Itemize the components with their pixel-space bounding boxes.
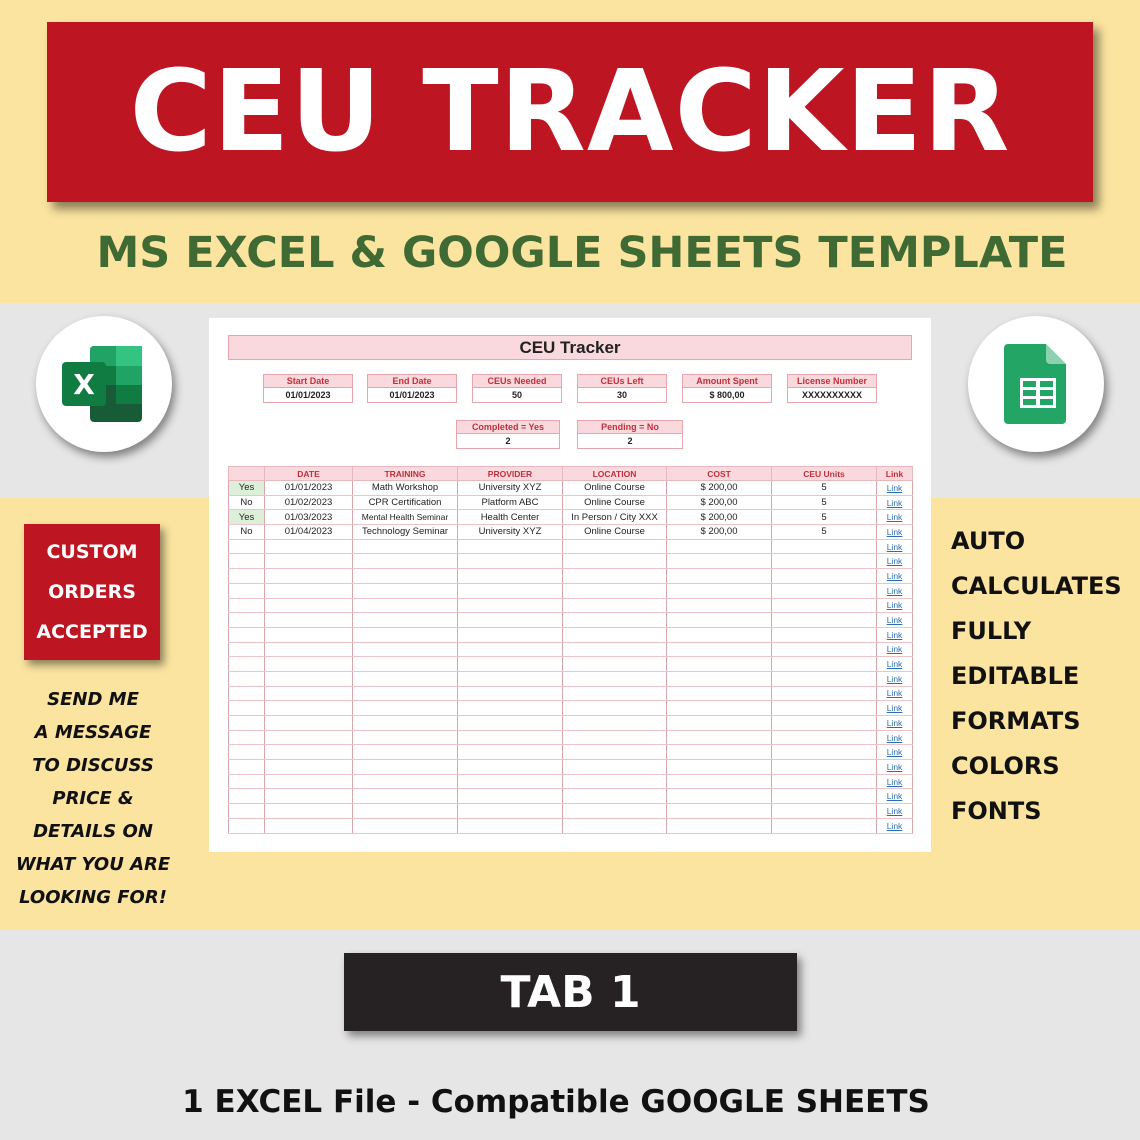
message-line: PRICE & (52, 788, 134, 809)
empty-cell (772, 539, 877, 554)
empty-cell (229, 760, 265, 775)
empty-cell (563, 760, 667, 775)
kpi-label: Pending = No (577, 420, 683, 434)
table-row (229, 569, 913, 584)
empty-cell (563, 613, 667, 628)
empty-cell (563, 730, 667, 745)
column-header: TRAINING (353, 467, 458, 481)
kpi-label: Start Date (263, 374, 353, 388)
link-cell[interactable]: Link (877, 671, 913, 686)
empty-cell (265, 686, 353, 701)
title-banner (47, 22, 1093, 202)
empty-cell (667, 745, 772, 760)
link-cell[interactable]: Link (877, 583, 913, 598)
empty-cell (772, 671, 877, 686)
empty-cell (265, 716, 353, 731)
empty-cell (265, 745, 353, 760)
location-cell: Online Course (563, 481, 667, 496)
empty-cell (353, 745, 458, 760)
table-header-row (229, 467, 913, 481)
empty-cell (229, 671, 265, 686)
empty-cell (229, 627, 265, 642)
link-cell[interactable]: Link (877, 495, 913, 510)
table-row (229, 804, 913, 819)
provider-cell: University XYZ (458, 481, 563, 496)
google-sheets-icon-circle (968, 316, 1104, 452)
table-row (229, 760, 913, 775)
training-cell: Math Workshop (353, 481, 458, 496)
empty-cell (458, 789, 563, 804)
table-row (229, 642, 913, 657)
empty-cell (229, 657, 265, 672)
excel-letter: X (73, 368, 95, 401)
status-cell: No (229, 525, 265, 540)
empty-cell (458, 818, 563, 833)
empty-cell (353, 789, 458, 804)
empty-cell (353, 716, 458, 731)
empty-cell (353, 627, 458, 642)
table-row (229, 627, 913, 642)
empty-cell (772, 627, 877, 642)
empty-cell (265, 598, 353, 613)
empty-cell (229, 701, 265, 716)
kpi-value: 30 (577, 388, 667, 403)
message-line: LOOKING FOR! (19, 887, 167, 908)
empty-cell (353, 686, 458, 701)
provider-cell: Health Center (458, 510, 563, 525)
empty-cell (772, 716, 877, 731)
link-cell[interactable]: Link (877, 598, 913, 613)
footer-text: 1 EXCEL File - Compatible GOOGLE SHEETS (182, 1084, 930, 1120)
empty-cell (667, 627, 772, 642)
kpi-pending (577, 420, 683, 449)
table-row (229, 539, 913, 554)
kpi-label: CEUs Left (577, 374, 667, 388)
table-row (229, 495, 913, 510)
kpi-label: End Date (367, 374, 457, 388)
empty-cell (667, 539, 772, 554)
empty-cell (458, 598, 563, 613)
location-cell: Online Course (563, 525, 667, 540)
empty-cell (667, 598, 772, 613)
table-row (229, 657, 913, 672)
empty-cell (667, 583, 772, 598)
empty-cell (772, 657, 877, 672)
feature-item: FONTS (951, 797, 1042, 825)
training-cell: Mental Health Seminar (353, 510, 458, 525)
kpi-value: 2 (577, 434, 683, 449)
empty-cell (772, 613, 877, 628)
sheet-title: CEU Tracker (228, 335, 912, 360)
link-cell[interactable]: Link (877, 657, 913, 672)
link-cell[interactable]: Link (877, 481, 913, 496)
empty-cell (772, 701, 877, 716)
empty-cell (229, 642, 265, 657)
custom-orders-line: ACCEPTED (36, 621, 148, 643)
table-row (229, 774, 913, 789)
empty-cell (772, 642, 877, 657)
tab-label: TAB 1 (500, 966, 641, 1018)
empty-cell (353, 657, 458, 672)
empty-cell (563, 686, 667, 701)
kpi-value: 01/01/2023 (263, 388, 353, 403)
kpi-amount-spent (682, 374, 772, 403)
date-cell: 01/04/2023 (265, 525, 353, 540)
empty-cell (229, 569, 265, 584)
empty-cell (667, 569, 772, 584)
empty-cell (563, 701, 667, 716)
empty-cell (265, 730, 353, 745)
table-row (229, 671, 913, 686)
kpi-value: 01/01/2023 (367, 388, 457, 403)
empty-cell (265, 789, 353, 804)
column-header: DATE (265, 467, 353, 481)
training-table (228, 466, 913, 834)
empty-cell (667, 554, 772, 569)
link-cell[interactable]: Link (877, 686, 913, 701)
empty-cell (353, 613, 458, 628)
empty-cell (563, 789, 667, 804)
feature-item: FORMATS (951, 707, 1081, 735)
link-cell[interactable]: Link (877, 804, 913, 819)
empty-cell (772, 730, 877, 745)
empty-cell (458, 569, 563, 584)
empty-cell (772, 789, 877, 804)
main-title: CEU TRACKER (129, 47, 1011, 177)
empty-cell (667, 642, 772, 657)
empty-cell (458, 716, 563, 731)
empty-cell (563, 818, 667, 833)
empty-cell (229, 583, 265, 598)
message-text (0, 683, 186, 914)
location-cell: Online Course (563, 495, 667, 510)
empty-cell (458, 583, 563, 598)
empty-cell (563, 583, 667, 598)
link-cell[interactable]: Link (877, 627, 913, 642)
empty-cell (772, 804, 877, 819)
column-header: CEU Units (772, 467, 877, 481)
link-cell[interactable]: Link (877, 818, 913, 833)
feature-item: COLORS (951, 752, 1060, 780)
link-cell[interactable]: Link (877, 642, 913, 657)
kpi-value: $ 800,00 (682, 388, 772, 403)
empty-cell (353, 598, 458, 613)
features-list (951, 519, 1122, 834)
table-row (229, 745, 913, 760)
empty-cell (772, 745, 877, 760)
kpi-label: Amount Spent (682, 374, 772, 388)
empty-cell (563, 774, 667, 789)
empty-cell (229, 818, 265, 833)
empty-cell (229, 613, 265, 628)
message-line: DETAILS ON (33, 821, 153, 842)
empty-cell (563, 716, 667, 731)
empty-cell (563, 627, 667, 642)
table-row (229, 481, 913, 496)
kpi-end-date (367, 374, 457, 403)
empty-cell (229, 774, 265, 789)
empty-cell (667, 774, 772, 789)
empty-cell (353, 730, 458, 745)
empty-cell (265, 774, 353, 789)
kpi-label: CEUs Needed (472, 374, 562, 388)
custom-orders-line: ORDERS (48, 581, 136, 603)
link-cell[interactable]: Link (877, 613, 913, 628)
kpi-start-date (263, 374, 353, 403)
google-sheets-icon (968, 316, 1104, 452)
empty-cell (229, 716, 265, 731)
empty-cell (265, 569, 353, 584)
feature-item: AUTO (951, 527, 1026, 555)
table-row (229, 686, 913, 701)
empty-cell (353, 671, 458, 686)
link-cell[interactable]: Link (877, 745, 913, 760)
status-cell: Yes (229, 510, 265, 525)
kpi-label: License Number (787, 374, 877, 388)
spreadsheet-preview (209, 318, 931, 852)
empty-cell (353, 569, 458, 584)
empty-cell (563, 671, 667, 686)
empty-cell (458, 760, 563, 775)
link-cell[interactable]: Link (877, 701, 913, 716)
column-header: Link (877, 467, 913, 481)
empty-cell (229, 598, 265, 613)
empty-cell (667, 818, 772, 833)
link-cell[interactable]: Link (877, 510, 913, 525)
message-line: A MESSAGE (34, 722, 152, 743)
empty-cell (458, 627, 563, 642)
kpi-license-number (787, 374, 877, 403)
empty-cell (772, 818, 877, 833)
link-cell[interactable]: Link (877, 789, 913, 804)
empty-cell (458, 539, 563, 554)
message-line: SEND ME (47, 689, 139, 710)
empty-cell (772, 686, 877, 701)
column-header: PROVIDER (458, 467, 563, 481)
empty-cell (265, 671, 353, 686)
empty-cell (265, 760, 353, 775)
link-cell[interactable]: Link (877, 569, 913, 584)
table-row (229, 730, 913, 745)
empty-cell (353, 642, 458, 657)
table-row (229, 554, 913, 569)
empty-cell (667, 730, 772, 745)
subtitle: MS EXCEL & GOOGLE SHEETS TEMPLATE (96, 228, 1068, 278)
empty-cell (229, 789, 265, 804)
empty-cell (265, 627, 353, 642)
empty-cell (265, 804, 353, 819)
empty-cell (458, 686, 563, 701)
excel-icon (36, 316, 172, 452)
table-row (229, 789, 913, 804)
custom-orders-line: CUSTOM (46, 541, 138, 563)
empty-cell (458, 745, 563, 760)
empty-cell (458, 657, 563, 672)
empty-cell (353, 774, 458, 789)
tab-label-box (344, 953, 797, 1031)
empty-cell (772, 760, 877, 775)
empty-cell (265, 554, 353, 569)
table-row (229, 583, 913, 598)
link-cell[interactable]: Link (877, 716, 913, 731)
empty-cell (667, 804, 772, 819)
empty-cell (229, 730, 265, 745)
empty-cell (458, 774, 563, 789)
empty-cell (563, 554, 667, 569)
column-header (229, 467, 265, 481)
empty-cell (772, 569, 877, 584)
empty-cell (353, 818, 458, 833)
empty-cell (265, 642, 353, 657)
kpi-ceus-left (577, 374, 667, 403)
column-header: LOCATION (563, 467, 667, 481)
empty-cell (772, 554, 877, 569)
empty-cell (667, 671, 772, 686)
ceu-units-cell: 5 (772, 481, 877, 496)
message-line: WHAT YOU ARE (15, 854, 171, 875)
link-cell[interactable]: Link (877, 774, 913, 789)
table-row (229, 701, 913, 716)
empty-cell (667, 789, 772, 804)
empty-cell (458, 642, 563, 657)
table-row (229, 525, 913, 540)
date-cell: 01/03/2023 (265, 510, 353, 525)
empty-cell (458, 701, 563, 716)
empty-cell (265, 539, 353, 554)
empty-cell (229, 554, 265, 569)
provider-cell: Platform ABC (458, 495, 563, 510)
empty-cell (563, 539, 667, 554)
empty-cell (772, 598, 877, 613)
empty-cell (229, 539, 265, 554)
custom-orders-box (24, 524, 160, 660)
cost-cell: $ 200,00 (667, 495, 772, 510)
column-header: COST (667, 467, 772, 481)
date-cell: 01/02/2023 (265, 495, 353, 510)
training-cell: CPR Certification (353, 495, 458, 510)
empty-cell (265, 583, 353, 598)
empty-cell (458, 671, 563, 686)
empty-cell (229, 686, 265, 701)
link-cell[interactable]: Link (877, 760, 913, 775)
empty-cell (353, 804, 458, 819)
date-cell: 01/01/2023 (265, 481, 353, 496)
kpi-completed (456, 420, 560, 449)
empty-cell (458, 554, 563, 569)
empty-cell (667, 716, 772, 731)
empty-cell (265, 701, 353, 716)
table-row (229, 716, 913, 731)
empty-cell (667, 701, 772, 716)
empty-cell (229, 804, 265, 819)
empty-cell (458, 613, 563, 628)
provider-cell: University XYZ (458, 525, 563, 540)
kpi-value: 2 (456, 434, 560, 449)
kpi-value: 50 (472, 388, 562, 403)
table-row (229, 510, 913, 525)
cost-cell: $ 200,00 (667, 510, 772, 525)
empty-cell (353, 583, 458, 598)
kpi-ceus-needed (472, 374, 562, 403)
link-cell[interactable]: Link (877, 730, 913, 745)
feature-item: EDITABLE (951, 662, 1080, 690)
empty-cell (667, 657, 772, 672)
empty-cell (229, 745, 265, 760)
empty-cell (265, 613, 353, 628)
empty-cell (772, 583, 877, 598)
table-row (229, 598, 913, 613)
cost-cell: $ 200,00 (667, 525, 772, 540)
empty-cell (353, 701, 458, 716)
status-cell: No (229, 495, 265, 510)
empty-cell (563, 657, 667, 672)
table-row (229, 613, 913, 628)
empty-cell (772, 774, 877, 789)
empty-cell (265, 657, 353, 672)
empty-cell (563, 745, 667, 760)
empty-cell (353, 760, 458, 775)
empty-cell (458, 730, 563, 745)
excel-icon-circle (36, 316, 172, 452)
feature-item: FULLY (951, 617, 1032, 645)
empty-cell (353, 554, 458, 569)
table-row (229, 818, 913, 833)
empty-cell (353, 539, 458, 554)
message-line: TO DISCUSS (32, 755, 154, 776)
empty-cell (667, 613, 772, 628)
empty-cell (667, 686, 772, 701)
empty-cell (667, 760, 772, 775)
link-cell[interactable]: Link (877, 539, 913, 554)
ceu-units-cell: 5 (772, 510, 877, 525)
empty-cell (563, 569, 667, 584)
empty-cell (563, 642, 667, 657)
feature-item: CALCULATES (951, 572, 1122, 600)
link-cell[interactable]: Link (877, 554, 913, 569)
cost-cell: $ 200,00 (667, 481, 772, 496)
location-cell: In Person / City XXX (563, 510, 667, 525)
ceu-units-cell: 5 (772, 495, 877, 510)
training-cell: Technology Seminar (353, 525, 458, 540)
status-cell: Yes (229, 481, 265, 496)
ceu-units-cell: 5 (772, 525, 877, 540)
kpi-value: XXXXXXXXXX (787, 388, 877, 403)
empty-cell (563, 804, 667, 819)
empty-cell (458, 804, 563, 819)
kpi-label: Completed = Yes (456, 420, 560, 434)
link-cell[interactable]: Link (877, 525, 913, 540)
empty-cell (563, 598, 667, 613)
empty-cell (265, 818, 353, 833)
